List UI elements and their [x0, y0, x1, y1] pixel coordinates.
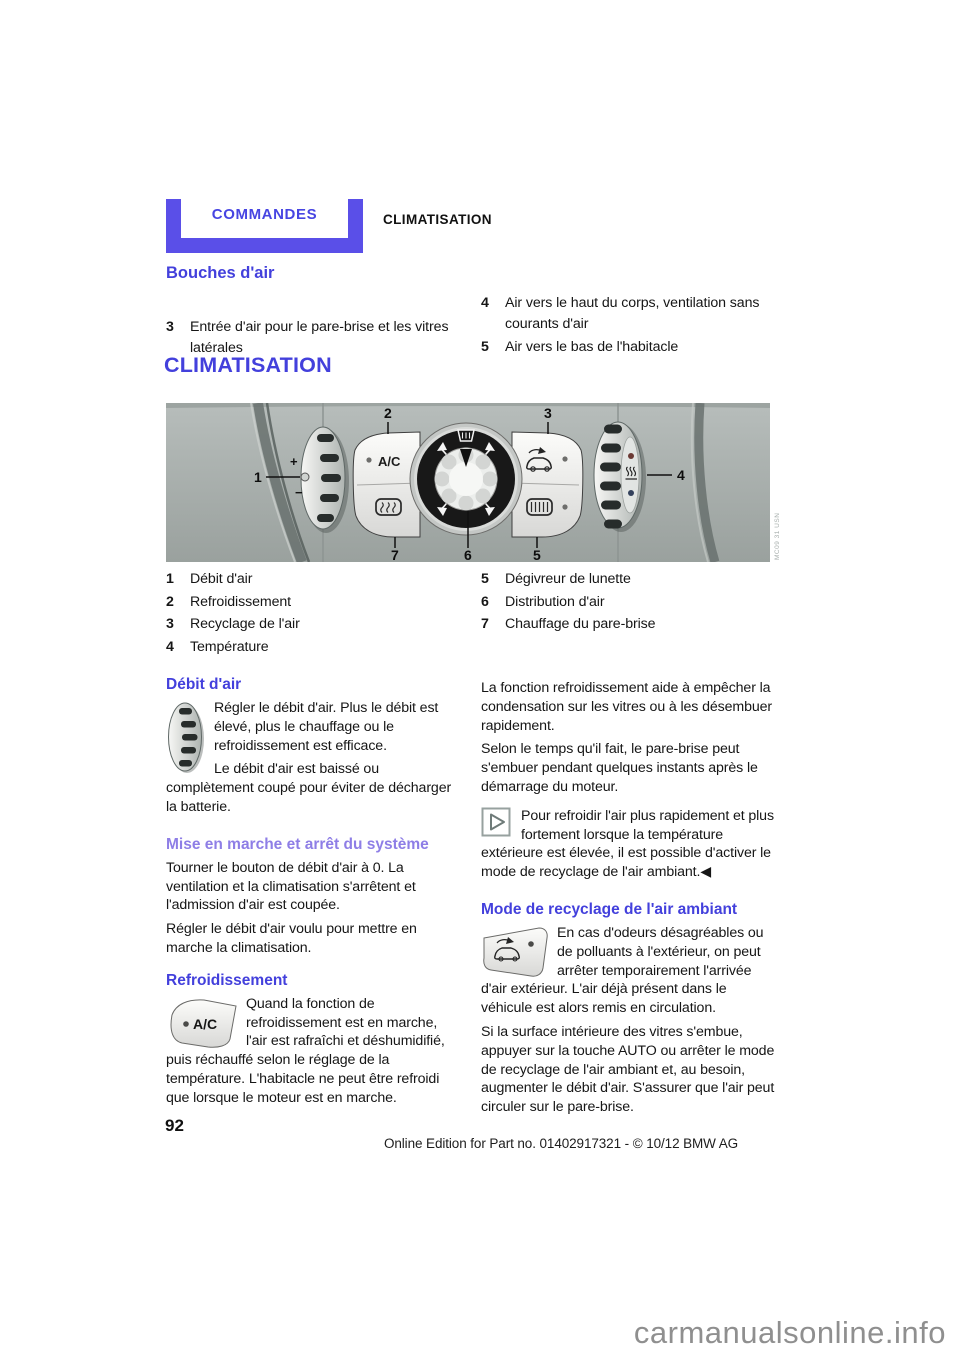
callout-4: 4 [677, 467, 685, 483]
callout-7: 7 [391, 547, 399, 562]
cold-dot [628, 490, 634, 496]
item-text: Distribution d'air [505, 593, 605, 610]
item-number: 4 [166, 638, 174, 655]
air-distribution-dial [410, 423, 522, 535]
paragraph: Si la surface intérieure des vitres s'embue, appuyer sur la touche AUTO ou arrêter le mode de recyclage de l'air ambiant et, au besoin, augmenter le débit d'air. S'assurer que l'air peut circuler sur le pare-brise. [481, 1023, 775, 1116]
item-text: Entrée d'air pour le pare-brise et les vitres latérales [190, 319, 449, 356]
recirculation-button-icon [481, 924, 557, 978]
figure-code: MC09 31 USN [774, 512, 781, 560]
legend-item [166, 568, 466, 591]
item-number: 1 [166, 571, 174, 587]
climate-controls-figure [166, 403, 770, 562]
callout-6: 6 [464, 547, 472, 562]
item-text: Chauffage du pare-brise [505, 616, 656, 632]
callout-5: 5 [533, 547, 541, 562]
paragraph: Pour refroidir l'air plus rapidement et plus fortement lorsque la température extérieure est élevée, il est possible d'activer le mode de recyclage de l'air ambiant.◀ [481, 807, 774, 881]
legend-item [481, 568, 781, 591]
air-vents-section [166, 264, 777, 356]
body-right-column [481, 679, 777, 1122]
paragraph: Le débit d'air est baissé ou complètement coupé pour éviter de décharger la batterie. [166, 761, 452, 815]
minus-label: − [295, 485, 303, 500]
item-text: Température [190, 638, 269, 655]
paragraph: Quand la fonction de refroidissement est en marche, l'air est rafraîchi et déshumidifié, puis réchauffé selon le réglage de la température. L'habitacle ne peut être refroidi que lorsque le moteur est en marche. [166, 995, 445, 1106]
item-number: 7 [481, 616, 489, 632]
thumbwheel-icon [166, 699, 214, 775]
legend-item [481, 613, 781, 636]
callout-3: 3 [544, 405, 552, 421]
plus-label: + [290, 454, 298, 469]
legend-item [166, 591, 466, 614]
item-text: Recyclage de l'air [190, 616, 300, 632]
paragraph: En cas d'odeurs désagréables ou de polluants à l'extérieur, on peut arrêter temporairement l'arrivée d'air extérieur. L'air déjà présent dans le véhicule est alors remis en circulation. [481, 924, 764, 1017]
item-text: Débit d'air [190, 571, 253, 587]
item-number: 3 [166, 319, 174, 335]
section-title-on-off: Mise en marche et arrêt du système [166, 835, 429, 853]
warm-dot [628, 453, 634, 459]
paragraph: Tourner le bouton de débit d'air à 0. La ventilation et la climatisation s'arrêtent et l'admission d'air est coupée. [166, 859, 416, 914]
callout-2: 2 [384, 405, 392, 421]
callout-1: 1 [254, 469, 262, 485]
edition-note: Online Edition for Part no. 01402917321 - © 10/12 BMW AG [383, 1136, 739, 1151]
item-number: 5 [481, 339, 489, 355]
tip-icon [481, 807, 521, 841]
paragraph: Régler le débit d'air. Plus le débit est élevé, plus le chauffage ou le refroidissement est efficace. [214, 700, 439, 754]
chapter-tab [166, 199, 363, 253]
section-title-recirculation: Mode de recyclage de l'air ambiant [481, 900, 738, 918]
page-number: 92 [165, 1116, 184, 1135]
paragraph: Régler le débit d'air voulu pour mettre en marche la climatisation. [166, 921, 417, 956]
ac-button-icon [166, 995, 246, 1049]
climate-controls-illustration [166, 403, 770, 562]
air-vents-title: Bouches d'air [166, 264, 275, 282]
running-header: CLIMATISATION [383, 212, 492, 227]
legend-item [166, 636, 466, 659]
item-number: 3 [166, 616, 174, 632]
paragraph: La fonction refroidissement aide à empêcher la condensation sur les vitres ou à les désembuer rapidement. [481, 680, 773, 734]
item-number: 6 [481, 593, 489, 610]
watermark: carmanualsonline.info [633, 1315, 946, 1350]
paragraph: Selon le temps qu'il fait, le pare-brise peut s'embuer pendant quelques instants après le démarrage du moteur. [481, 741, 758, 795]
svg-text:A/C: A/C [193, 1015, 218, 1032]
item-number: 5 [481, 571, 489, 587]
section-title-cooling: Refroidissement [166, 971, 288, 989]
list-item [481, 293, 777, 335]
item-number: 4 [481, 295, 489, 311]
page-title: CLIMATISATION [164, 353, 332, 377]
item-text: Air vers le bas de l'habitacle [505, 339, 679, 355]
item-text: Air vers le haut du corps, ventilation sans courants d'air [505, 295, 760, 332]
chapter-tab-label: COMMANDES [211, 206, 318, 223]
item-text: Dégivreur de lunette [505, 571, 631, 587]
item-number: 2 [166, 593, 174, 610]
legend-item [481, 591, 781, 614]
svg-text:A/C: A/C [378, 454, 401, 469]
list-item [481, 337, 777, 358]
legend-item [166, 613, 466, 636]
item-text: Refroidissement [190, 593, 292, 610]
body-left-column [166, 676, 462, 1113]
section-title-airflow: Débit d'air [166, 676, 242, 693]
